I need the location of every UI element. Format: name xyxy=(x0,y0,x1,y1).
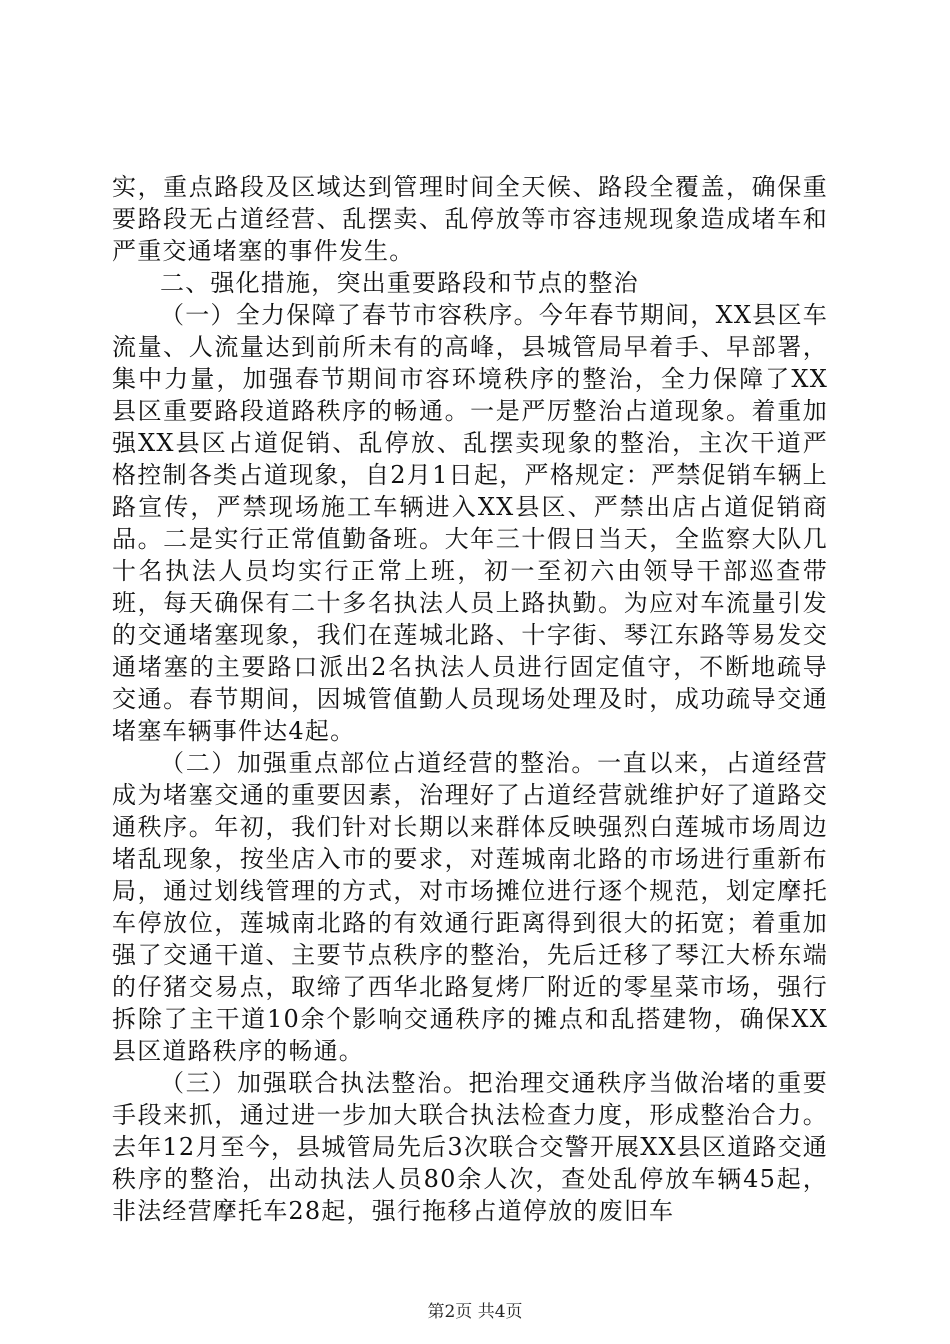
paragraph-continuation: 实，重点路段及区域达到管理时间全天候、路段全覆盖，确保重要路段无占道经营、乱摆卖、乱停放等市容违规现象造成堵车和严重交通堵塞的事件发生。 xyxy=(112,173,828,265)
paragraph-key-areas: （二）加强重点部位占道经营的整治。一直以来，占道经营成为堵塞交通的重要因素，治理好了占道经营就维护好了道路交通秩序。年初，我们针对长期以来群体反映强烈白莲城市场周边堵乱现象，按坐店入市的要求，对莲城南北路的市场进行重新布局，通过划线管理的方式，对市场摊位进行逐个规范，划定摩托车停放位，莲城南北路的有效通行距离得到很大的拓宽；着重加强了交通干道、主要节点秩序的整治，先后迁移了琴江大桥东端的仔猪交易点，取缔了西华北路复烤厂附近的零星菜市场，强行拆除了主干道10余个影响交通秩序的摊点和乱搭建物，确保XX县区道路秩序的畅通。 xyxy=(112,749,828,1065)
paragraph-joint-enforcement: （三）加强联合执法整治。把治理交通秩序当做治堵的重要手段来抓，通过进一步加大联合执法检查力度，形成整治合力。去年12月至今，县城管局先后3次联合交警开展XX县区道路交通秩序的整治，出动执法人员80余人次，查处乱停放车辆45起，非法经营摩托车28起，强行拖移占道停放的废旧车 xyxy=(112,1069,828,1225)
paragraph-spring-festival: （一）全力保障了春节市容秩序。今年春节期间，XX县区车流量、人流量达到前所未有的高峰，县城管局早着手、早部署，集中力量，加强春节期间市容环境秩序的整治，全力保障了XX县区重要路段道路秩序的畅通。一是严厉整治占道现象。着重加强XX县区占道促销、乱停放、乱摆卖现象的整治，主次干道严格控制各类占道现象，自2月1日起，严格规定：严禁促销车辆上路宣传，严禁现场施工车辆进入XX县区、严禁出店占道促销商品。二是实行正常值勤备班。大年三十假日当天，全监察大队几十名执法人员均实行正常上班，初一至初六由领导干部巡查带班，每天确保有二十多名执法人员上路执勤。为应对车流量引发的交通堵塞现象，我们在莲城北路、十字街、琴江东路等易发交通堵塞的主要路口派出2名执法人员进行固定值守，不断地疏导交通。春节期间，因城管值勤人员现场处理及时，成功疏导交通堵塞车辆事件达4起。 xyxy=(112,301,828,745)
document-body xyxy=(112,171,828,1227)
section-heading: 二、强化措施，突出重要路段和节点的整治 xyxy=(160,269,639,297)
page-number-footer: 第2页 共4页 xyxy=(427,1302,523,1322)
